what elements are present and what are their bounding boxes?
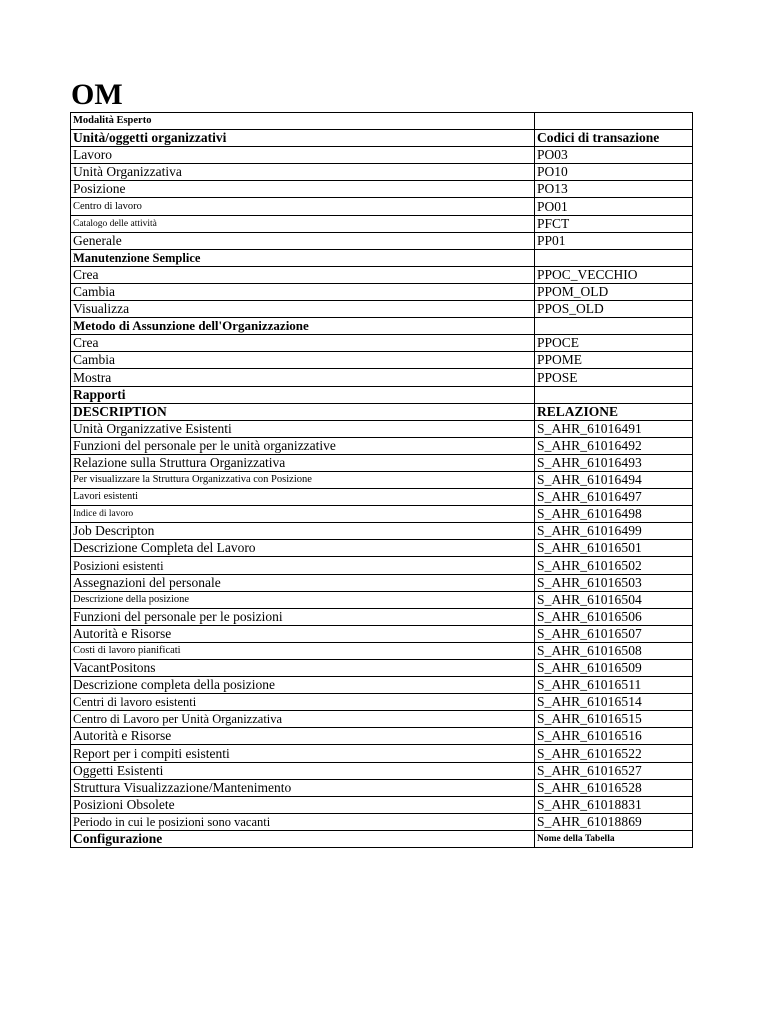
- table-row: [71, 335, 693, 352]
- table-row: [71, 352, 693, 369]
- row-label: Posizione: [71, 181, 535, 198]
- table-row: [71, 369, 693, 386]
- transaction-code: PPOSE: [535, 369, 693, 386]
- report-label: Funzioni del personale per le unità organizzative: [71, 437, 535, 454]
- table-row: [71, 745, 693, 762]
- table-row: [71, 420, 693, 437]
- table-row: [71, 266, 693, 283]
- report-code: S_AHR_61016507: [535, 625, 693, 642]
- report-code: S_AHR_61016501: [535, 540, 693, 557]
- section-heading-reports: Rapporti: [71, 386, 535, 403]
- report-code: S_AHR_61016498: [535, 506, 693, 523]
- report-code: S_AHR_61016491: [535, 420, 693, 437]
- table-row: [71, 830, 693, 847]
- table-row: [71, 711, 693, 728]
- transaction-code: PPOS_OLD: [535, 301, 693, 318]
- table-row: [71, 454, 693, 471]
- table-row: [71, 762, 693, 779]
- report-code: S_AHR_61018831: [535, 796, 693, 813]
- transaction-code: PFCT: [535, 215, 693, 232]
- report-code: S_AHR_61016511: [535, 677, 693, 694]
- report-label: Funzioni del personale per le posizioni: [71, 608, 535, 625]
- table-row: [71, 642, 693, 659]
- table-row: [71, 813, 693, 830]
- column-heading-table-name: Nome della Tabella: [535, 830, 693, 847]
- report-label: Lavori esistenti: [71, 489, 535, 506]
- table-row: [71, 677, 693, 694]
- report-label: Assegnazioni del personale: [71, 574, 535, 591]
- table-row: [71, 489, 693, 506]
- report-code: S_AHR_61016522: [535, 745, 693, 762]
- report-code: S_AHR_61016515: [535, 711, 693, 728]
- row-label: Unità Organizzativa: [71, 164, 535, 181]
- report-label: Oggetti Esistenti: [71, 762, 535, 779]
- row-label: Visualizza: [71, 301, 535, 318]
- report-label: Struttura Visualizzazione/Mantenimento: [71, 779, 535, 796]
- table-row: [71, 198, 693, 215]
- report-code: S_AHR_61016509: [535, 660, 693, 677]
- row-label: Cambia: [71, 352, 535, 369]
- table-row: [71, 557, 693, 574]
- transaction-code: PO13: [535, 181, 693, 198]
- column-heading-description: DESCRIPTION: [71, 403, 535, 420]
- table-cell-empty: [535, 318, 693, 335]
- report-label: Indice di lavoro: [71, 506, 535, 523]
- report-label: Costi di lavoro pianificati: [71, 642, 535, 659]
- report-label: Centri di lavoro esistenti: [71, 694, 535, 711]
- table-row: [71, 796, 693, 813]
- report-label: Autorità e Risorse: [71, 728, 535, 745]
- report-code: S_AHR_61016497: [535, 489, 693, 506]
- report-label: Autorità e Risorse: [71, 625, 535, 642]
- table-row: [71, 540, 693, 557]
- report-label: Unità Organizzative Esistenti: [71, 420, 535, 437]
- report-code: S_AHR_61016492: [535, 437, 693, 454]
- row-label: Catalogo delle attività: [71, 215, 535, 232]
- transaction-table: [70, 112, 693, 848]
- page-title: OM: [71, 78, 123, 111]
- report-code: S_AHR_61016494: [535, 471, 693, 488]
- table-row: [71, 164, 693, 181]
- transaction-code: PO10: [535, 164, 693, 181]
- row-label: Crea: [71, 266, 535, 283]
- section-heading-configuration: Configurazione: [71, 830, 535, 847]
- table-row: [71, 728, 693, 745]
- table-row: [71, 232, 693, 249]
- table-cell-empty: [535, 386, 693, 403]
- report-code: S_AHR_61016528: [535, 779, 693, 796]
- table-row: [71, 591, 693, 608]
- table-row: [71, 779, 693, 796]
- row-label: Mostra: [71, 369, 535, 386]
- table-row: [71, 625, 693, 642]
- report-label: Per visualizzare la Struttura Organizzativa con Posizione: [71, 471, 535, 488]
- section-heading-org-method: Metodo di Assunzione dell'Organizzazione: [71, 318, 535, 335]
- mode-header: Modalità Esperto: [71, 113, 535, 130]
- table-row: [71, 283, 693, 300]
- table-row: [71, 694, 693, 711]
- table-row: [71, 249, 693, 266]
- report-code: S_AHR_61016514: [535, 694, 693, 711]
- report-label: Descrizione della posizione: [71, 591, 535, 608]
- section-heading-org-units: Unità/oggetti organizzativi: [71, 130, 535, 147]
- row-label: Crea: [71, 335, 535, 352]
- table-row: [71, 574, 693, 591]
- table-row: [71, 301, 693, 318]
- table-row: [71, 660, 693, 677]
- column-heading-transaction-codes: Codici di transazione: [535, 130, 693, 147]
- column-heading-relation: RELAZIONE: [535, 403, 693, 420]
- report-label: Centro di Lavoro per Unità Organizzativa: [71, 711, 535, 728]
- transaction-code: PPOCE: [535, 335, 693, 352]
- table-row: [71, 181, 693, 198]
- table-row: [71, 471, 693, 488]
- transaction-code: PPOC_VECCHIO: [535, 266, 693, 283]
- table-row: [71, 437, 693, 454]
- table-row: [71, 130, 693, 147]
- row-label: Generale: [71, 232, 535, 249]
- row-label: Centro di lavoro: [71, 198, 535, 215]
- report-label: Report per i compiti esistenti: [71, 745, 535, 762]
- transaction-code: PP01: [535, 232, 693, 249]
- section-heading-simple-maintenance: Manutenzione Semplice: [71, 249, 535, 266]
- table-row: [71, 147, 693, 164]
- report-code: S_AHR_61016516: [535, 728, 693, 745]
- report-label: Descrizione completa della posizione: [71, 677, 535, 694]
- report-label: Posizioni esistenti: [71, 557, 535, 574]
- table-row: [71, 403, 693, 420]
- report-label: VacantPositons: [71, 660, 535, 677]
- report-label: Descrizione Completa del Lavoro: [71, 540, 535, 557]
- table-cell-empty: [535, 113, 693, 130]
- transaction-code: PPOME: [535, 352, 693, 369]
- row-label: Lavoro: [71, 147, 535, 164]
- report-code: S_AHR_61016499: [535, 523, 693, 540]
- report-code: S_AHR_61016504: [535, 591, 693, 608]
- table-row: [71, 215, 693, 232]
- transaction-code: PO03: [535, 147, 693, 164]
- transaction-code: PPOM_OLD: [535, 283, 693, 300]
- table-row: [71, 608, 693, 625]
- report-code: S_AHR_61016508: [535, 642, 693, 659]
- transaction-code: PO01: [535, 198, 693, 215]
- report-code: S_AHR_61016503: [535, 574, 693, 591]
- table-cell-empty: [535, 249, 693, 266]
- report-label: Posizioni Obsolete: [71, 796, 535, 813]
- report-code: S_AHR_61016527: [535, 762, 693, 779]
- table-row: [71, 523, 693, 540]
- report-code: S_AHR_61018869: [535, 813, 693, 830]
- table-row: [71, 506, 693, 523]
- row-label: Cambia: [71, 283, 535, 300]
- report-label: Relazione sulla Struttura Organizzativa: [71, 454, 535, 471]
- report-code: S_AHR_61016502: [535, 557, 693, 574]
- table-row: [71, 386, 693, 403]
- report-code: S_AHR_61016506: [535, 608, 693, 625]
- report-code: S_AHR_61016493: [535, 454, 693, 471]
- report-label: Job Descripton: [71, 523, 535, 540]
- report-label: Periodo in cui le posizioni sono vacanti: [71, 813, 535, 830]
- table-row: [71, 113, 693, 130]
- table-row: [71, 318, 693, 335]
